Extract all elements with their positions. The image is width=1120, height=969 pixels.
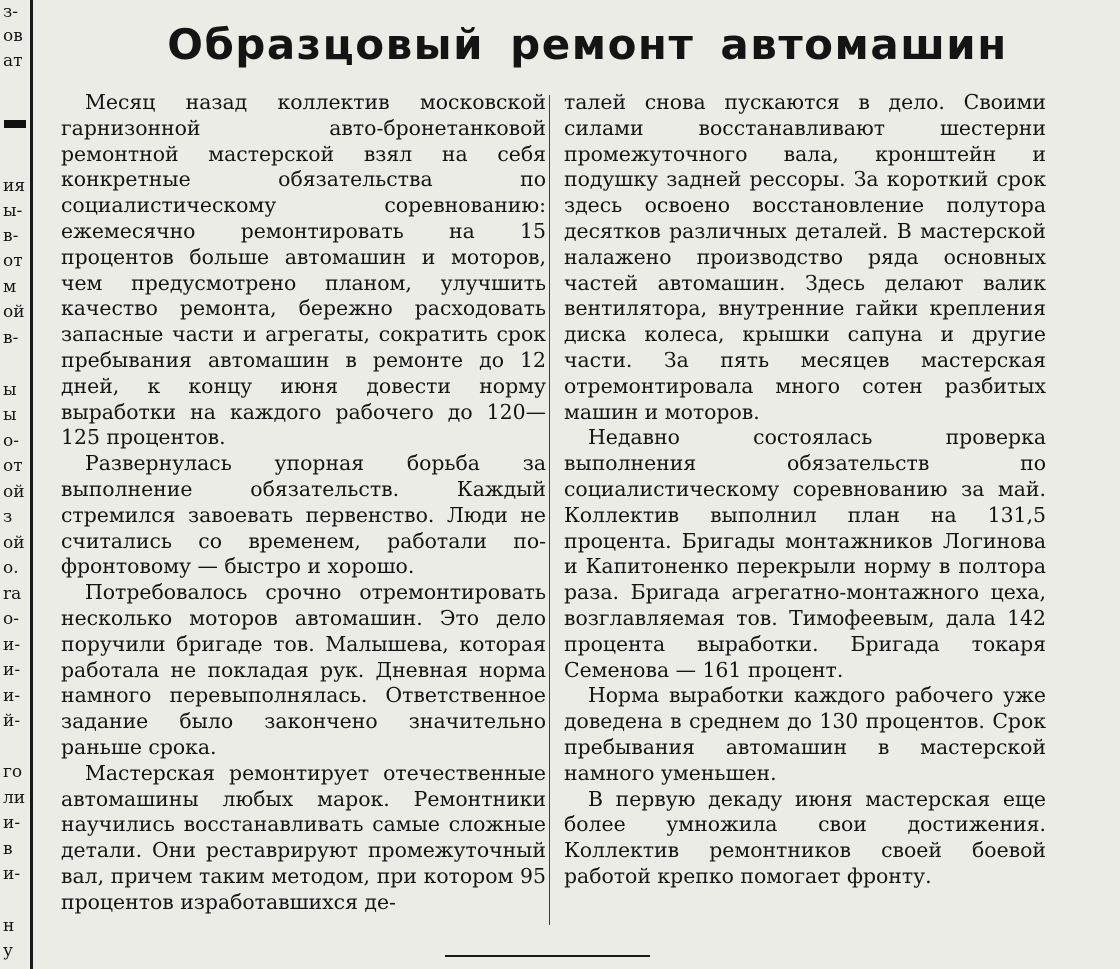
paragraph: Мастерская ремонтирует отечественные автомашины любых марок. Ремонтники научились восстанавливать самые сложные детали. Они реставрируют промежуточный вал, причем таким методом, при котором 95 процентов изработавшихся де- <box>61 760 546 914</box>
article-headline: Образцовый ремонт автомашин <box>167 20 1008 69</box>
paragraph: В первую декаду июня мастерская еще более умножила свои достижения. Коллектив ремонтников своей боевой работой крепко помогает фронту. <box>564 786 1046 888</box>
article-column-right <box>564 90 1046 890</box>
fragment-text: в- <box>3 328 19 348</box>
fragment-text: ы <box>3 405 17 425</box>
fragment-text: и- <box>3 813 21 833</box>
fragment-text: й- <box>3 711 21 731</box>
fragment-text: о- <box>3 431 19 451</box>
paragraph: Недавно состоялась проверка выполнения обязательств по социалистическому соревнованию за май. Коллектив выполнил план на 131,5 процента. Бригады монтажников Логинова и Капитоненко перекрыли норму в полтора раза. Бригада агрегатно-монтажного цеха, возглавляемая тов. Тимофеевым, дала 142 процента выработки. Бригада токаря Семенова — 161 процент. <box>564 425 1046 682</box>
article-end-rule <box>445 955 650 957</box>
fragment-text: ra <box>3 584 22 604</box>
paragraph-continued: талей снова пускаются в дело. Своими силами восстанавливают шестерни промежуточного вала, кронштейн и подушку задней рессоры. За короткий срок здесь освоено восстановление полутора десятков различных деталей. В мастерской налажено производство ряда основных частей автомашин. Здесь делают валик вентилятора, внутренние гайки крепления диска колеса, крышки сапуна и другие части. За пять месяцев мастерская отремонтировала много сотен разбитых машин и моторов. <box>564 90 1046 424</box>
fragment-text: и- <box>3 686 21 706</box>
fragment-text: з <box>3 507 13 527</box>
paragraph: Развернулась упорная борьба за выполнение обязательств. Каждый стремился завоевать первенство. Люди не считались со временем, работали по-фронтовому — быстро и хорошо. <box>61 451 546 579</box>
fragment-text: и- <box>3 864 21 884</box>
fragment-text: ы- <box>3 201 23 221</box>
fragment-text: ия <box>3 176 26 196</box>
fragment-text: ат <box>3 51 23 71</box>
fragment-text: о- <box>3 609 19 629</box>
paragraph: Месяц назад коллектив московской гарнизонной авто-бронетанковой ремонтной мастерской взял на себя конкретные обязательства по социалистическому соревнованию: ежемесячно ремонтировать на 15 процентов больше автомашин и моторов, чем предусмотрено планом, улучшить качество ремонта, бережно расходовать запасные части и агрегаты, сократить срок пребывания автомашин в ремонте до 12 дней, к концу июня довести норму выработки на каждого рабочего до 120—125 процентов. <box>61 90 546 450</box>
fragment-text: го <box>3 762 23 782</box>
column-divider <box>549 95 550 925</box>
fragment-text: м <box>3 277 17 297</box>
fragment-text: в- <box>3 226 19 246</box>
article-column-left <box>61 90 546 916</box>
fragment-text: ой <box>3 533 25 553</box>
fragment-text: и- <box>3 660 21 680</box>
paragraph: Потребовалось срочно отремонтировать несколько моторов автомашин. Это дело поручили бригаде тов. Малышева, которая работала не покладая рук. Дневная норма намного перевыполнялась. Ответственное задание было закончено значительно раньше срока. <box>61 580 546 759</box>
fragment-text: в <box>3 839 13 859</box>
adjacent-column-fragments <box>0 0 28 969</box>
fragment-text: от <box>3 456 23 476</box>
column-rule <box>30 0 33 969</box>
fragment-text: н <box>3 916 15 936</box>
fragment-text: ой <box>3 482 25 502</box>
fragment-text: ы <box>3 380 17 400</box>
fragment-text: у <box>3 941 14 961</box>
fragment-text: ов <box>3 26 23 46</box>
fragment-text: ой <box>3 302 25 322</box>
paragraph: Норма выработки каждого рабочего уже доведена в среднем до 130 процентов. Срок пребывания автомашин в мастерской намного уменьшен. <box>564 683 1046 785</box>
fragment-text: ли <box>3 788 26 808</box>
fragment-text: о. <box>3 558 19 578</box>
fragment-text: з- <box>3 2 19 22</box>
fragment-rule <box>4 120 26 128</box>
fragment-text: от <box>3 251 23 271</box>
fragment-text: и- <box>3 635 21 655</box>
